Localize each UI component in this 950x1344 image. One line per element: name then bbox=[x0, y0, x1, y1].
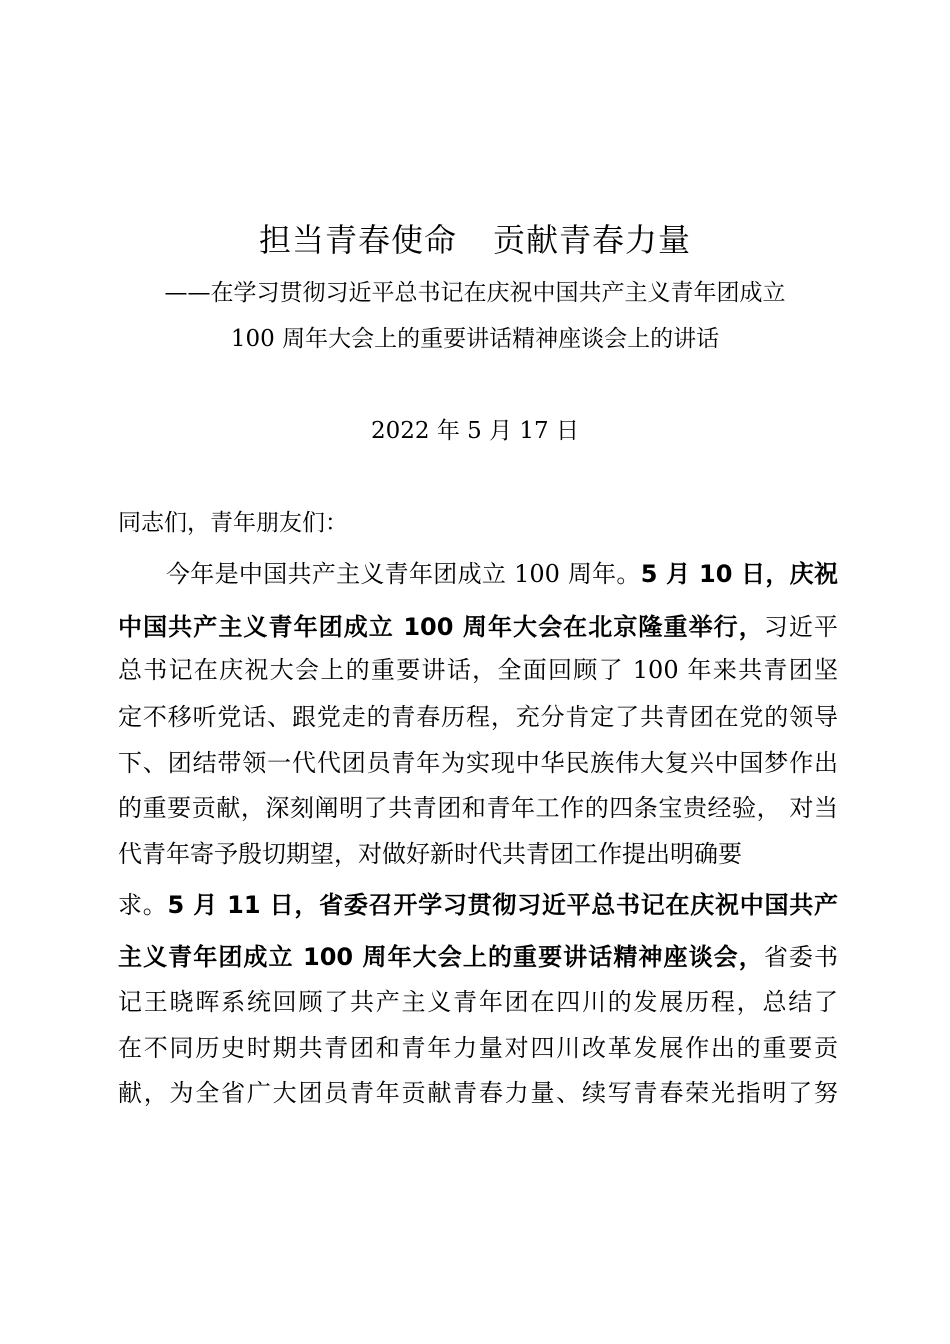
subtitle-line-1: ——在学习贯彻习近平总书记在庆祝中国共产主义青年团成立 bbox=[164, 280, 786, 306]
body-bold-text: 5 月 10 日，庆祝 bbox=[640, 560, 838, 588]
body-text: 在不同历史时期共青团和青年力量对四川改革发展作出的重要贡 bbox=[118, 1034, 838, 1062]
body-line bbox=[118, 610, 838, 644]
body-text: 代青年寄予殷切期望，对做好新时代共青团工作提出明确要 bbox=[118, 840, 742, 868]
speech-date: 2022 年 5 月 17 日 bbox=[371, 418, 579, 444]
body-text: 下、团结带领一代代团员青年为实现中华民族伟大复兴中国梦作出 bbox=[118, 749, 838, 777]
body-line bbox=[118, 791, 838, 825]
body-text: 的重要贡献，深刻阐明了共青团和青年工作的四条宝贵经验， 对当 bbox=[118, 794, 838, 822]
body-line bbox=[166, 557, 838, 591]
body-text: 省委书 bbox=[763, 943, 839, 971]
body-text: 习近平 bbox=[763, 613, 839, 641]
body-text: 记王晓晖系统回顾了共产主义青年团在四川的发展历程，总结了 bbox=[118, 988, 838, 1016]
body-line bbox=[118, 746, 838, 780]
body-bold-text: 主义青年团成立 100 周年大会上的重要讲话精神座谈会， bbox=[118, 943, 764, 971]
greeting: 同志们，青年朋友们： bbox=[118, 510, 348, 536]
body-text: 总书记在庆祝大会上的重要讲话，全面回顾了 100 年来共青团坚 bbox=[118, 656, 838, 684]
document-title bbox=[0, 218, 950, 262]
body-text: 献，为全省广大团员青年贡献青春力量、续写青春荣光指明了努 bbox=[118, 1079, 838, 1107]
subtitle-line-2: 100 周年大会上的重要讲话精神座谈会上的讲话 bbox=[230, 326, 720, 352]
body-bold-text: 中国共产主义青年团成立 100 周年大会在北京隆重举行， bbox=[118, 613, 764, 641]
body-line bbox=[118, 700, 838, 734]
title-part-2: 贡献青春力量 bbox=[493, 221, 692, 259]
body-text: 求。 bbox=[118, 891, 168, 919]
body-line bbox=[118, 837, 838, 871]
body-line bbox=[118, 888, 838, 922]
body-line bbox=[118, 1031, 838, 1065]
body-bold-text: 5 月 11 日，省委召开学习贯彻习近平总书记在庆祝中国共产 bbox=[167, 891, 839, 919]
title-part-1: 担当青春使命 bbox=[258, 221, 457, 259]
body-text: 定不移听党话、跟党走的青春历程，充分肯定了共青团在党的领导 bbox=[118, 703, 838, 731]
body-line bbox=[118, 985, 838, 1019]
body-text: 今年是中国共产主义青年团成立 100 周年。 bbox=[166, 560, 641, 588]
body-line bbox=[118, 940, 838, 974]
body-line bbox=[118, 1076, 838, 1110]
body-line bbox=[118, 653, 838, 687]
